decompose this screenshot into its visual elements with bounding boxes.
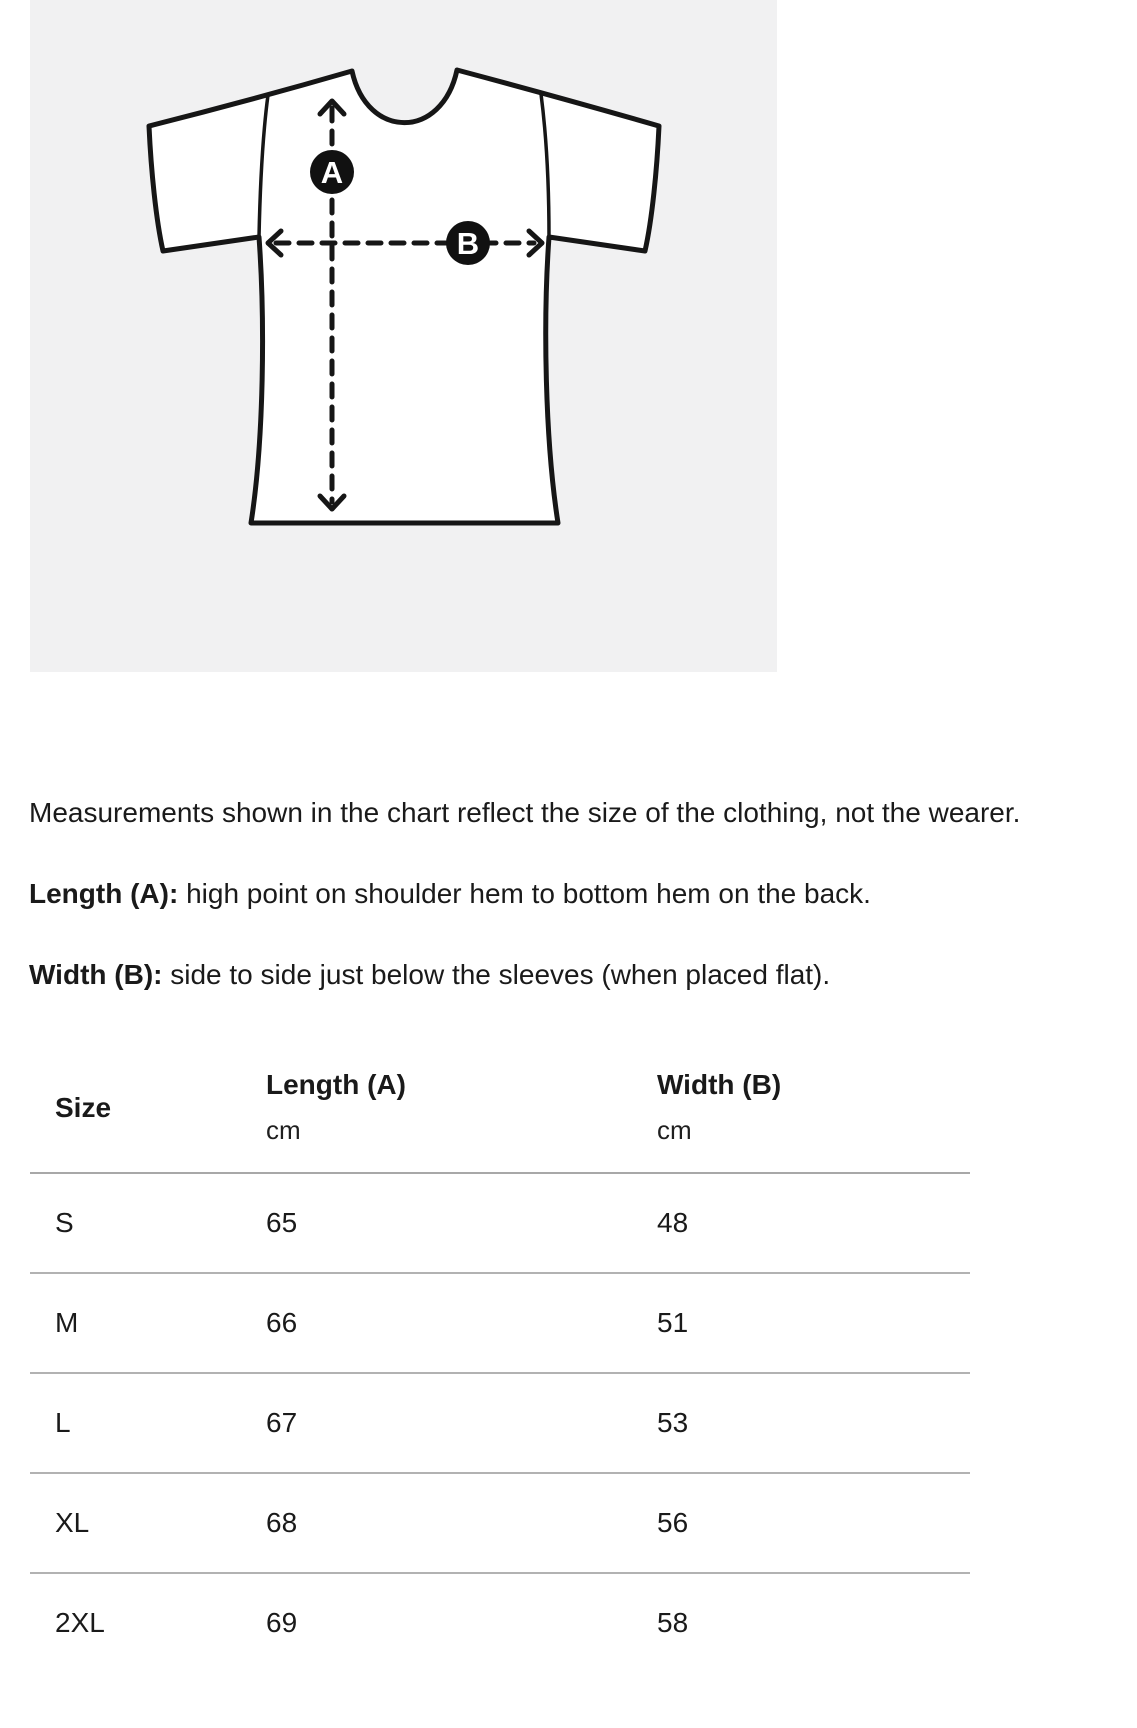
size-cell: M: [30, 1273, 266, 1373]
width-header-label: Width (B): [657, 1069, 782, 1100]
table-row: [30, 1373, 970, 1473]
width-definition: [29, 952, 1044, 997]
length-cell: 68: [266, 1473, 657, 1573]
width-cell: 53: [657, 1373, 970, 1473]
width-cell: 48: [657, 1173, 970, 1273]
tshirt-illustration: [149, 70, 659, 523]
length-cell: 69: [266, 1607, 298, 1638]
size-header-label: Size: [55, 1091, 112, 1123]
size-chart-table: [30, 1069, 970, 1653]
table-row: [30, 1273, 970, 1373]
length-cell: 65: [266, 1173, 657, 1273]
column-header-size: [30, 1069, 266, 1173]
width-cell: 56: [657, 1473, 970, 1573]
size-diagram-panel: [30, 0, 777, 672]
length-cell: 66: [266, 1273, 657, 1373]
size-cell: 2XL: [55, 1607, 105, 1638]
tshirt-measurement-diagram: [30, 0, 777, 672]
length-header-label: Length (A): [266, 1069, 406, 1100]
tshirt-outline: [149, 70, 659, 523]
width-cell: 51: [657, 1273, 970, 1373]
size-chart-body: [30, 1173, 970, 1653]
size-chart-section: [30, 1069, 1107, 1653]
width-cell: 58: [657, 1607, 689, 1638]
marker-b-badge: [446, 221, 490, 265]
table-row: [30, 1573, 970, 1653]
size-cell: XL: [30, 1473, 266, 1573]
length-definition-label: Length (A):: [29, 878, 179, 909]
length-definition-text: high point on shoulder hem to bottom hem on the back.: [186, 878, 871, 909]
marker-a-badge: [310, 150, 354, 194]
measurement-notes: [29, 790, 1107, 997]
length-cell: 67: [266, 1373, 657, 1473]
column-header-width: [657, 1069, 970, 1173]
marker-a-label: A: [320, 155, 344, 190]
width-unit-label: cm: [657, 1115, 692, 1145]
size-cell: S: [30, 1173, 266, 1273]
marker-b-label: B: [456, 226, 480, 261]
measurement-note: Measurements shown in the chart reflect the size of the clothing, not the wearer.: [29, 797, 1021, 828]
table-row: [30, 1473, 970, 1573]
table-row: [30, 1173, 970, 1273]
length-definition: [29, 871, 1044, 916]
width-definition-text: side to side just below the sleeves (when placed flat).: [170, 959, 831, 990]
header-row: [30, 1069, 970, 1173]
width-definition-label: Width (B):: [29, 959, 163, 990]
column-header-length: [266, 1069, 657, 1173]
length-unit-label: cm: [266, 1115, 301, 1145]
size-cell: L: [30, 1373, 266, 1473]
